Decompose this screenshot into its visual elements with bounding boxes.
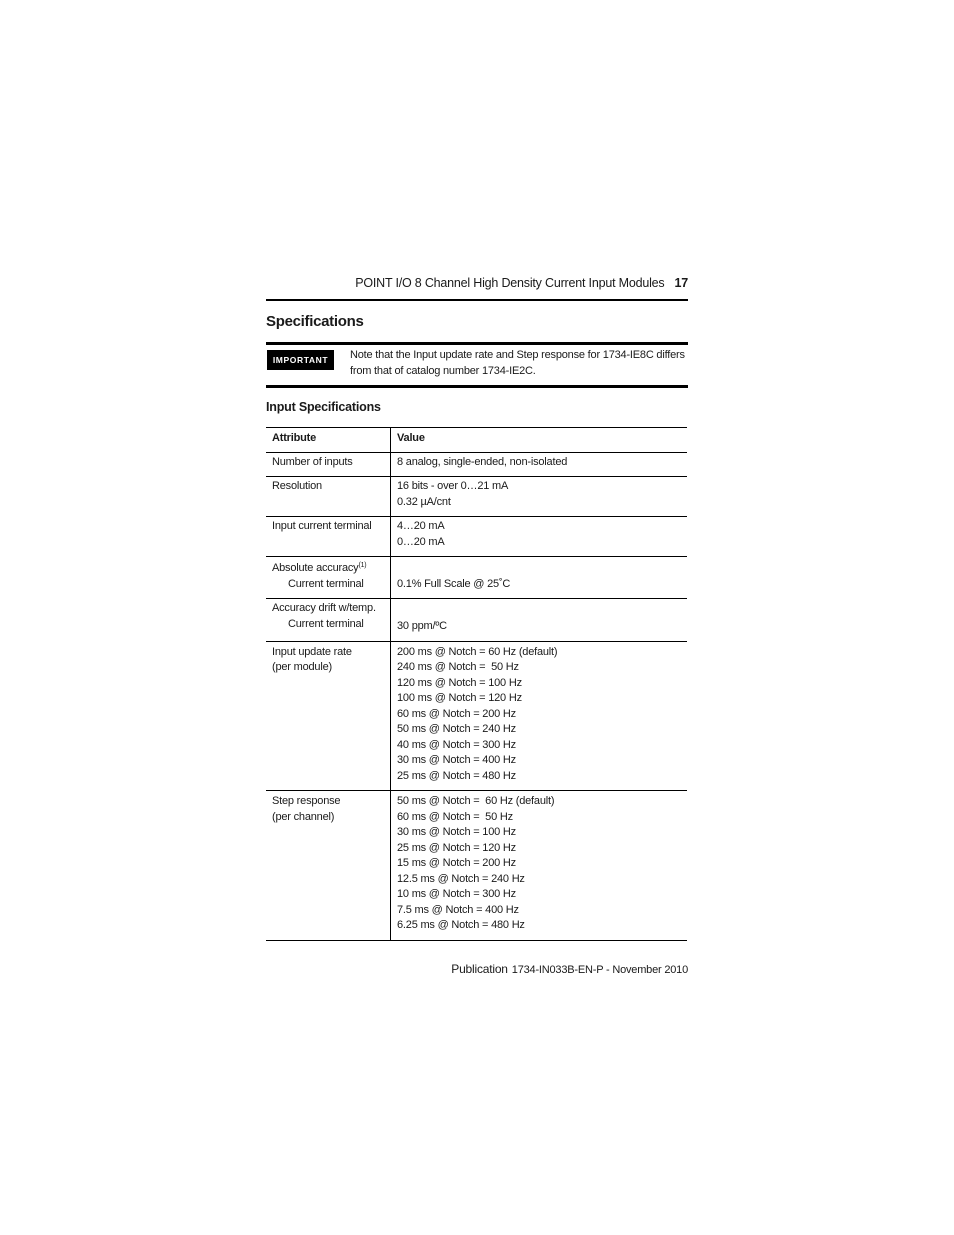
attribute-text bbox=[272, 561, 384, 577]
important-notice bbox=[266, 342, 688, 388]
column-header-value: Value bbox=[397, 432, 425, 444]
table-row bbox=[266, 599, 687, 642]
subsection-title: Input Specifications bbox=[266, 400, 381, 414]
value-text: 0.1% Full Scale @ 25˚C bbox=[397, 577, 511, 590]
attribute-cell bbox=[266, 452, 391, 477]
attribute-subtext: (per channel) bbox=[272, 810, 335, 823]
page-number: 17 bbox=[674, 276, 688, 290]
attribute-cell bbox=[266, 477, 391, 517]
value-spacer bbox=[397, 601, 681, 619]
value-text: 30 ms @ Notch = 400 Hz bbox=[397, 754, 516, 766]
attribute-text: Input current terminal bbox=[272, 520, 372, 532]
attribute-subtext: (per module) bbox=[272, 661, 332, 673]
value-cell bbox=[391, 599, 688, 642]
value-text: 100 ms @ Notch = 120 Hz bbox=[397, 692, 522, 704]
important-label: IMPORTANT bbox=[267, 350, 334, 370]
table-header-row bbox=[266, 428, 687, 453]
attribute-cell bbox=[266, 791, 391, 941]
table-row bbox=[266, 477, 687, 517]
value-text: 60 ms @ Notch = 200 Hz bbox=[397, 707, 516, 720]
value-text: 7.5 ms @ Notch = 400 Hz bbox=[397, 903, 519, 916]
value-text: 200 ms @ Notch = 60 Hz (default) bbox=[397, 645, 558, 658]
value-cell bbox=[391, 452, 688, 477]
value-text: 15 ms @ Notch = 200 Hz bbox=[397, 857, 516, 869]
value-cell bbox=[391, 517, 688, 557]
value-text: 40 ms @ Notch = 300 Hz bbox=[397, 738, 516, 751]
value-text: 12.5 ms @ Notch = 240 Hz bbox=[397, 872, 525, 885]
value-text: 120 ms @ Notch = 100 Hz bbox=[397, 676, 522, 689]
attribute-subtext: Current terminal bbox=[288, 617, 364, 630]
value-text: 240 ms @ Notch = 50 Hz bbox=[397, 661, 519, 673]
attribute-text: Accuracy drift w/temp. bbox=[272, 602, 376, 614]
value-text: 8 analog, single-ended, non-isolated bbox=[397, 455, 568, 468]
value-text: 4…20 mA bbox=[397, 520, 445, 532]
value-text: 30 ppm/ºC bbox=[397, 620, 447, 632]
value-text: 50 ms @ Notch = 60 Hz (default) bbox=[397, 795, 555, 807]
table-row bbox=[266, 557, 687, 599]
header-rule bbox=[266, 299, 688, 301]
value-text: 6.25 ms @ Notch = 480 Hz bbox=[397, 919, 525, 931]
value-text: 25 ms @ Notch = 120 Hz bbox=[397, 841, 516, 854]
table-row bbox=[266, 641, 687, 791]
running-title: POINT I/O 8 Channel High Density Current Input Modules bbox=[355, 276, 665, 290]
value-cell bbox=[391, 791, 688, 941]
value-text: 10 ms @ Notch = 300 Hz bbox=[397, 888, 516, 900]
attribute-cell bbox=[266, 557, 391, 599]
value-text: 60 ms @ Notch = 50 Hz bbox=[397, 810, 513, 823]
attribute-text: Input update rate bbox=[272, 645, 352, 658]
value-text: 50 ms @ Notch = 240 Hz bbox=[397, 723, 516, 735]
footer-label: Publication bbox=[451, 962, 508, 976]
attribute-cell bbox=[266, 641, 391, 791]
attribute-cell bbox=[266, 599, 391, 642]
value-text: 30 ms @ Notch = 100 Hz bbox=[397, 826, 516, 838]
value-text: 25 ms @ Notch = 480 Hz bbox=[397, 769, 516, 782]
table-row bbox=[266, 452, 687, 477]
attribute-cell bbox=[266, 517, 391, 557]
important-text: Note that the Input update rate and Step response for 1734-IE8C differs from that of catalog number 1734-IE2C. bbox=[350, 349, 685, 377]
attribute-text: Number of inputs bbox=[272, 455, 353, 468]
table-row bbox=[266, 791, 687, 941]
attribute-main: Absolute accuracy bbox=[272, 562, 359, 574]
value-cell bbox=[391, 557, 688, 599]
input-specifications-table bbox=[266, 427, 687, 941]
value-text: 0…20 mA bbox=[397, 535, 445, 548]
page-footer bbox=[266, 962, 688, 976]
column-header-attribute: Attribute bbox=[266, 428, 391, 453]
value-text: 0.32 µA/cnt bbox=[397, 495, 451, 508]
publication-number: 1734-IN033B-EN-P - November 2010 bbox=[511, 964, 688, 976]
footnote-marker: (1) bbox=[358, 562, 367, 569]
attribute-subtext: Current terminal bbox=[288, 577, 364, 590]
value-cell bbox=[391, 641, 688, 791]
value-text: 16 bits - over 0…21 mA bbox=[397, 480, 509, 492]
value-cell bbox=[391, 477, 688, 517]
value-spacer bbox=[397, 561, 681, 577]
table-row bbox=[266, 517, 687, 557]
attribute-text: Resolution bbox=[272, 480, 322, 492]
running-header bbox=[266, 276, 688, 290]
attribute-text: Step response bbox=[272, 795, 341, 807]
section-title: Specifications bbox=[266, 313, 364, 330]
